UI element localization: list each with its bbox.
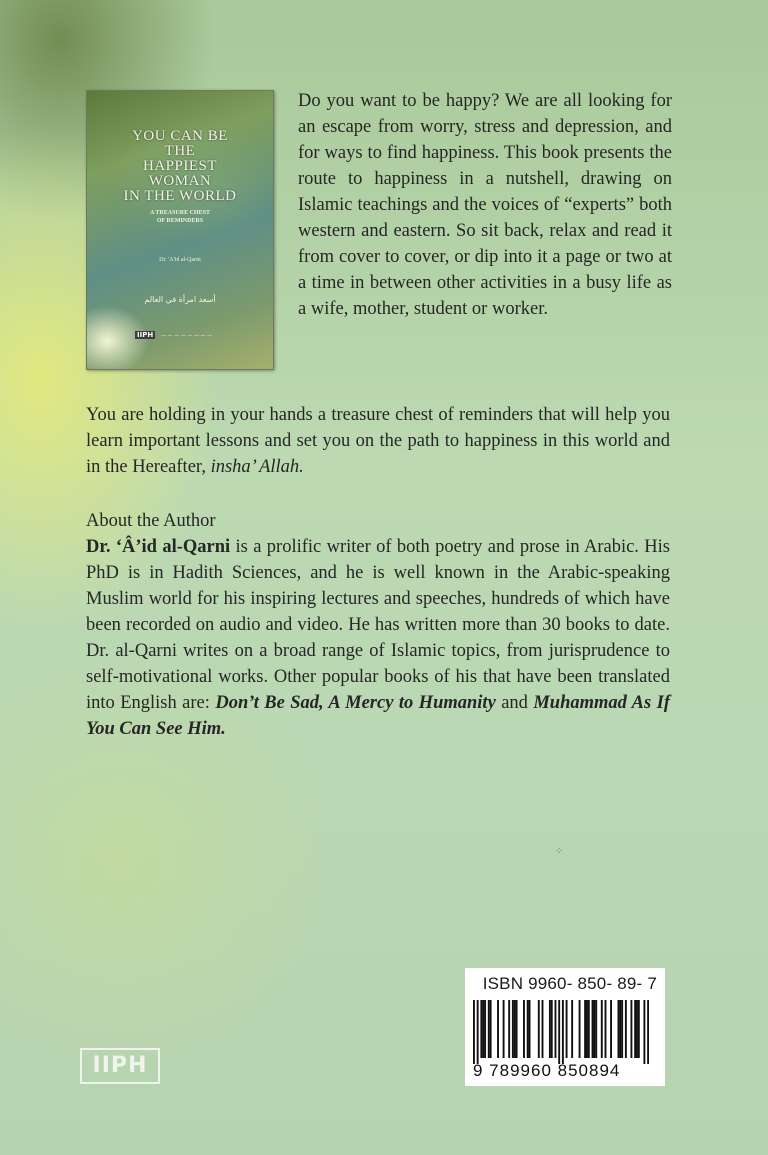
barcode-bar (592, 1000, 594, 1058)
cover-title: YOU CAN BE THE HAPPIEST WOMAN IN THE WORLD (123, 128, 237, 204)
barcode-bar (480, 1000, 482, 1058)
barcode-bar (562, 1000, 564, 1064)
barcode-bar (605, 1000, 607, 1058)
barcode-bar (482, 1000, 484, 1058)
cover-publisher-logo: IIPH (137, 331, 154, 339)
publisher-logo: IIPH (80, 1048, 160, 1084)
barcode-bar (523, 1000, 525, 1058)
barcode-bar (529, 1000, 531, 1058)
barcode-bar (638, 1000, 640, 1058)
barcode-bar (610, 1000, 612, 1058)
barcode-bar (527, 1000, 529, 1058)
barcode-bar (647, 1000, 649, 1064)
barcode-bar (643, 1000, 645, 1064)
barcode-bar (636, 1000, 638, 1058)
barcode-bar (588, 1000, 590, 1058)
barcode-bar (634, 1000, 636, 1058)
barcode-bar (508, 1000, 510, 1058)
barcode-bar (558, 1000, 560, 1064)
cover-publisher-line: — — — — — — — — (161, 333, 213, 339)
author-bio: is a prolific writer of both poetry and prose in Arabic. His PhD is in Hadith Sciences, and he is well known in the Arabic-speaking Muslim world for his inspiring lectures and speeches, hundreds of which have been recorded on audio and video. He has written more than 30 books to date. Dr. al-Qarni writes on a broad range of Islamic topics, from jurisprudence to self-motivational works. Other popular books of his that have been translated into English are: (86, 537, 670, 713)
barcode-bar (586, 1000, 588, 1058)
barcode-bar (512, 1000, 514, 1058)
book-titles-2: Muhammad As If You Can See Him. (86, 693, 670, 739)
barcode-bar (473, 1000, 475, 1064)
barcode-bar (618, 1000, 620, 1058)
book-titles-1: Don’t Be Sad, A Mercy to Humanity (215, 693, 496, 713)
barcode (473, 1000, 649, 1064)
barcode-bar (601, 1000, 603, 1058)
barcode-bar (584, 1000, 586, 1058)
barcode-bar (516, 1000, 518, 1058)
barcode-bar (571, 1000, 573, 1058)
barcode-bar (555, 1000, 557, 1058)
author-name: Dr. ‘Â’id al-Qarni (86, 537, 231, 557)
barcode-bar (549, 1000, 551, 1058)
barcode-bar (593, 1000, 595, 1058)
barcode-bar (625, 1000, 627, 1058)
ean-digits: 9 789960 850894 (473, 1061, 621, 1080)
cover-thumbnail (86, 90, 274, 370)
second-paragraph: You are holding in your hands a treasure chest of reminders that will help you learn important lessons and set you on the path to happiness in this world and in the Hereafter, insha’ Allah. (86, 405, 670, 477)
barcode-bar (488, 1000, 490, 1058)
isbn-barcode-box (465, 968, 665, 1086)
paper-specks: ⁘ (555, 846, 564, 857)
barcode-bar (595, 1000, 597, 1058)
insha-allah: insha’ Allah. (210, 457, 304, 477)
cover-arabic-title: أسعد امرأة في العالم (144, 295, 216, 304)
barcode-bar (542, 1000, 544, 1058)
barcode-bar (484, 1000, 486, 1058)
about-author-paragraph: Dr. ‘Â’id al-Qarni is a prolific writer of both poetry and prose in Arabic. His PhD is in Hadith Sciences, and he is well known in the Arabic-speaking Muslim world for his inspiring lectures and speeches, hundreds of which have been recorded on audio and video. He has written more than 30 books to date. Dr. al-Qarni writes on a broad range of Islamic topics, from jurisprudence to self-motivational works. Other popular books of his that have been translated into English are: Don’t Be Sad, A Mercy to Humanity and Muhammad As If You Can See Him. (86, 537, 670, 739)
barcode-bar (566, 1000, 568, 1058)
about-heading: About the Author (86, 511, 216, 531)
barcode-bar (514, 1000, 516, 1058)
barcode-bar (497, 1000, 499, 1058)
intro-paragraph: Do you want to be happy? We are all looking for an escape from worry, stress and depression, and for ways to find happiness. This book presents the route to happiness in a nutshell, drawing on Islamic teachings and the voices of “experts” both western and eastern. So sit back, relax and read it from cover to cover, or dip into it a page or two at a time in between other activities in a busy life as a wife, mother, student or worker. (298, 91, 672, 319)
barcode-bar (551, 1000, 553, 1058)
cover-subtitle: A TREASURE CHEST OF REMINDERS (150, 210, 210, 224)
barcode-bar (579, 1000, 581, 1058)
isbn-label: ISBN 9960- 850- 89- 7 (482, 974, 657, 993)
barcode-bar (503, 1000, 505, 1058)
cover-author: Dr. 'A'id al-Qarni (159, 257, 201, 263)
barcode-bar (619, 1000, 621, 1058)
barcode-bar (621, 1000, 623, 1058)
barcode-bar (630, 1000, 632, 1058)
barcode-bar (538, 1000, 540, 1058)
barcode-bar (490, 1000, 492, 1058)
barcode-bar (477, 1000, 479, 1064)
